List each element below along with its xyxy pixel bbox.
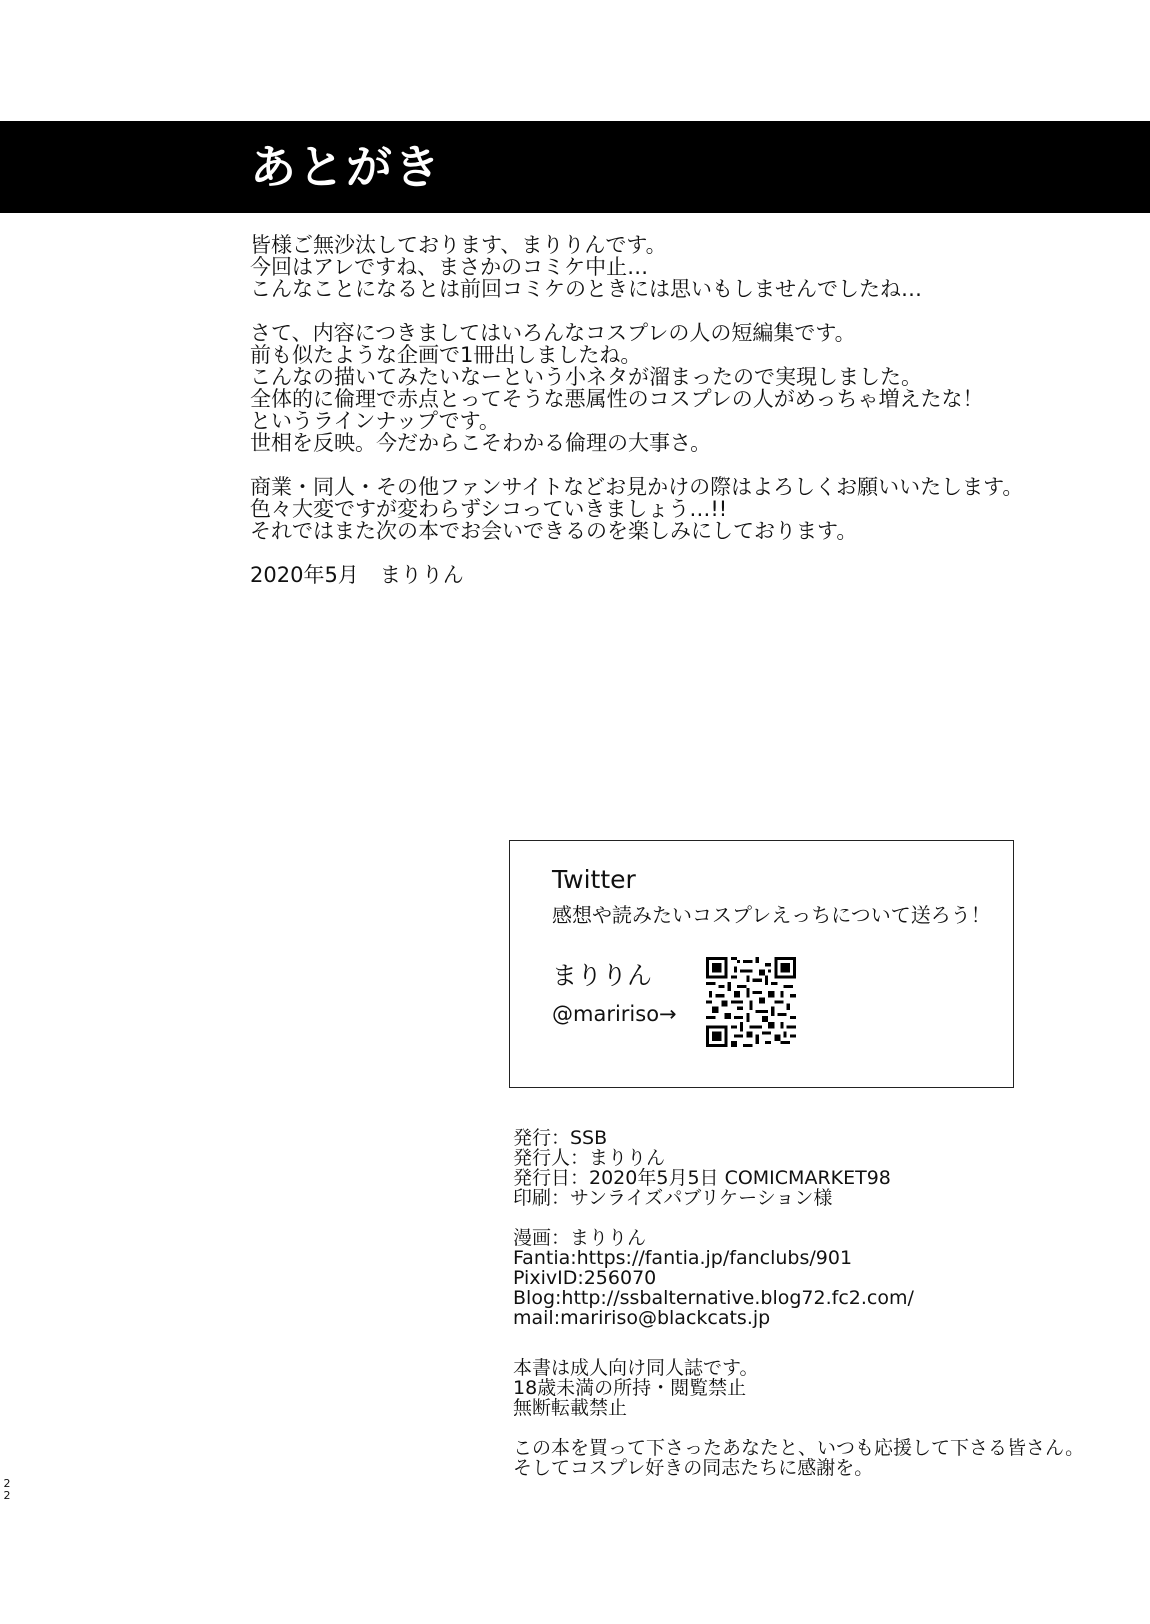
colophon-line: 印刷：サンライズパブリケーション様 xyxy=(513,1187,833,1209)
page-number-digit: 2 xyxy=(3,1477,11,1490)
afterword-line: というラインナップです。 xyxy=(250,409,500,433)
colophon-line: 漫画：まりりん xyxy=(513,1227,647,1249)
afterword-line: こんなことになるとは前回コミケのときには思いもしませんでしたね… xyxy=(250,277,922,301)
mail-link[interactable]: mail:maririso@blackcats.jp xyxy=(513,1307,771,1329)
page-number-digit: 2 xyxy=(3,1489,11,1502)
header-bar xyxy=(0,121,1150,213)
afterword-line: 全体的に倫理で赤点とってそうな悪属性のコスプレの人がめっちゃ増えたな！ xyxy=(250,387,984,411)
blog-link[interactable]: Blog:http://ssbalternative.blog72.fc2.com/ xyxy=(513,1287,914,1309)
fantia-link[interactable]: Fantia:https://fantia.jp/fanclubs/901 xyxy=(513,1247,853,1269)
afterword-line: 前も似たような企画で1冊出しましたね。 xyxy=(250,343,642,367)
afterword-line: 世相を反映。今だからこそわかる倫理の大事さ。 xyxy=(250,431,712,455)
twitter-subtitle: 感想や読みたいコスプレえっちについて送ろう！ xyxy=(552,903,991,927)
page-title: あとがき xyxy=(250,140,442,194)
afterword-body xyxy=(250,234,1110,586)
colophon-line: 発行：SSB xyxy=(513,1127,608,1149)
afterword-line: さて、内容につきましてはいろんなコスプレの人の短編集です。 xyxy=(250,321,856,345)
page-number xyxy=(2,1478,12,1502)
afterword-line: こんなの描いてみたいなーという小ネタが溜まったので実現しました。 xyxy=(250,365,922,389)
author-name: まりりん xyxy=(552,961,653,990)
thanks-line: そしてコスプレ好きの同志たちに感謝を。 xyxy=(513,1457,874,1479)
afterword-line: 今回はアレですね、まさかのコミケ中止… xyxy=(250,255,649,279)
afterword-line: 色々大変ですが変わらずシコっていきましょう…!! xyxy=(250,497,728,521)
qr-code-icon[interactable] xyxy=(706,957,796,1047)
twitter-handle[interactable]: @maririso→ xyxy=(552,1002,677,1026)
author-signature: まりりん xyxy=(379,563,464,587)
twitter-title: Twitter xyxy=(552,865,636,894)
afterword-line: 皆様ご無沙汰しております、まりりんです。 xyxy=(250,233,667,257)
thanks-line: この本を買って下さったあなたと、いつも応援して下さる皆さん。 xyxy=(513,1437,1085,1459)
afterword-line: それではまた次の本でお会いできるのを楽しみにしております。 xyxy=(250,519,858,543)
notice-line: 18歳未満の所持・閲覧禁止 xyxy=(513,1377,747,1399)
colophon-line: 発行人：まりりん xyxy=(513,1147,666,1169)
notice-line: 本書は成人向け同人誌です。 xyxy=(513,1357,759,1379)
afterword-date: 2020年5月 xyxy=(250,563,359,587)
notice-line: 無断転載禁止 xyxy=(513,1397,628,1419)
signature-line xyxy=(250,564,1110,586)
pixiv-id: PixivID:256070 xyxy=(513,1267,657,1289)
afterword-line: 商業・同人・その他ファンサイトなどお見かけの際はよろしくお願いいたします。 xyxy=(250,475,1024,499)
colophon-line: 発行日：2020年5月5日 COMICMARKET98 xyxy=(513,1167,891,1189)
twitter-box xyxy=(509,840,1014,1088)
colophon xyxy=(513,1128,1143,1478)
